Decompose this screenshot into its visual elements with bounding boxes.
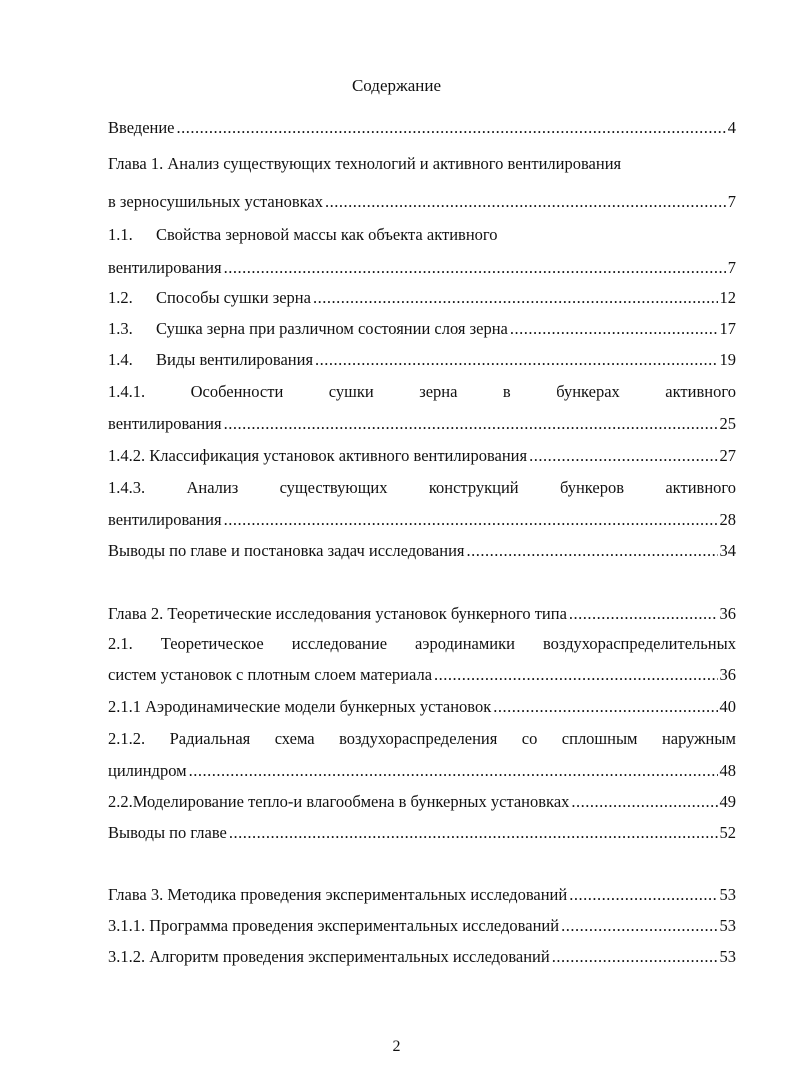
toc-page-number: 36 [719,604,736,623]
toc-page-number: 17 [719,319,736,338]
toc-word: бункеров [559,478,625,497]
dot-leader [313,288,718,308]
toc-entry-2-1 [108,634,736,654]
toc-entry-text: Введение [108,118,175,137]
dot-leader [561,916,717,936]
toc-page-number: 40 [719,697,736,716]
toc-entry-2-1-1 [108,697,736,717]
toc-page-number: 4 [727,118,736,137]
toc-entry-text: систем установок с плотным слоем материала [108,665,433,684]
toc-page-number: 27 [719,446,736,465]
dot-leader [224,414,718,434]
toc-word: аэродинамики [415,634,515,653]
toc-word: наружным [661,729,736,748]
toc-word: активного [665,382,736,401]
toc-word: сушки [328,382,374,401]
toc-entry-text: Глава 3. Методика проведения экспериментальных исследований [108,885,568,904]
dot-leader [325,192,726,212]
dot-leader [224,258,726,278]
toc-page-number: 53 [719,947,736,966]
toc-entry-1-1 [108,225,736,245]
toc-entry-1-4-3 [108,478,736,498]
toc-page-number: 49 [719,792,736,811]
dot-leader [177,118,726,138]
toc-entry-2-1-continued [108,665,736,685]
toc-page-number: 7 [727,258,736,277]
toc-entry-text: 2.2.Моделирование тепло-и влагообмена в бункерных установках [108,792,570,811]
toc-entry-1-3 [108,319,736,339]
dot-leader [571,792,717,812]
toc-entry-text: Свойства зерновой массы как объекта активного [156,225,498,244]
toc-page-number: 12 [719,288,736,307]
page-number: 2 [392,1038,401,1055]
toc-entry-2-1-2 [108,729,736,749]
toc-entry-text: цилиндром [108,761,187,780]
toc-word: 1.4.3. [108,478,146,497]
toc-word: исследование [291,634,388,653]
toc-page-number: 28 [719,510,736,529]
toc-entry-text: Глава 2. Теоретические исследования установок бункерного типа [108,604,567,623]
toc-entry-3-1-1 [108,916,736,936]
toc-word: схема [274,729,315,748]
toc-word: 2.1. [108,634,133,653]
toc-entry-1-4-1 [108,382,736,402]
dot-leader [493,697,717,717]
dot-leader [229,823,718,843]
toc-word: Теоретическое [160,634,264,653]
toc-word: конструкций [428,478,519,497]
toc-page-number: 36 [719,665,736,684]
toc-word: Особенности [190,382,284,401]
toc-page-number: 52 [719,823,736,842]
toc-entry-1-4-2 [108,446,736,466]
toc-entry-text: Способы сушки зерна [156,288,311,307]
toc-chapter-3-title [108,885,736,905]
toc-page-number: 53 [719,885,736,904]
toc-entry-text: 2.1.1 Аэродинамические модели бункерных установок [108,697,492,716]
toc-entry-2-2 [108,792,736,812]
dot-leader [569,604,718,624]
dot-leader [510,319,718,339]
toc-word: воздухораспределения [339,729,498,748]
toc-entry-text: Выводы по главе [108,823,227,842]
toc-word: зерна [419,382,458,401]
dot-leader [569,885,717,905]
dot-leader [552,947,718,967]
dot-leader [467,541,718,561]
toc-word: 1.4.1. [108,382,146,401]
toc-word: со [521,729,538,748]
toc-entry-1-2 [108,288,736,308]
toc-entry-text: вентилирования [108,510,222,529]
toc-entry-text: в зерносушильных установках [108,192,323,211]
toc-entry-text: 3.1.1. Программа проведения экспериментальных исследований [108,916,560,935]
toc-page-number: 19 [719,350,736,369]
toc-chapter-1-title: Глава 1. Анализ существующих технологий и активного вентилирования [108,154,622,173]
toc-entry-2-1-2-continued [108,761,736,781]
toc-word: существующих [279,478,388,497]
toc-entry-number: 1.1. [108,225,133,244]
toc-entry-chapter-1-conclusions [108,541,736,561]
toc-entry-text: Сушка зерна при различном состоянии слоя зерна [156,319,508,338]
toc-chapter-2-title [108,604,736,624]
toc-entry-text: вентилирования [108,414,222,433]
toc-word: бункерах [556,382,620,401]
dot-leader [434,665,717,685]
toc-entry-number: 1.4. [108,350,133,369]
dot-leader [529,446,717,466]
toc-word: воздухораспределительных [542,634,736,653]
toc-entry-3-1-2 [108,947,736,967]
toc-entry-number: 1.2. [108,288,133,307]
toc-word: Радиальная [169,729,251,748]
toc-word: сплошным [561,729,638,748]
toc-word: Анализ [186,478,239,497]
toc-page-number: 7 [727,192,736,211]
dot-leader [315,350,717,370]
toc-entry-intro [108,118,736,138]
toc-entry-number: 1.3. [108,319,133,338]
toc-entry-1-4-1-continued [108,414,736,434]
dot-leader [224,510,718,530]
toc-page-number: 48 [719,761,736,780]
toc-entry-text: 1.4.2. Классификация установок активного вентилирования [108,446,528,465]
toc-page-number: 53 [719,916,736,935]
toc-entry-text: Виды вентилирования [156,350,314,369]
toc-entry-1-1-continued [108,258,736,278]
toc-entry-1-4 [108,350,736,370]
toc-page-number: 25 [719,414,736,433]
toc-entry-text: 3.1.2. Алгоритм проведения экспериментальных исследований [108,947,550,966]
toc-word: 2.1.2. [108,729,146,748]
page-title: Содержание [351,76,442,95]
toc-word: активного [665,478,736,497]
toc-entry-text: Выводы по главе и постановка задач исследования [108,541,465,560]
toc-entry-text: вентилирования [108,258,222,277]
toc-page-number: 34 [719,541,736,560]
toc-chapter-1-continued [108,192,736,212]
toc-entry-chapter-2-conclusions [108,823,736,843]
toc-entry-1-4-3-continued [108,510,736,530]
toc-word: в [502,382,511,401]
dot-leader [189,761,718,781]
